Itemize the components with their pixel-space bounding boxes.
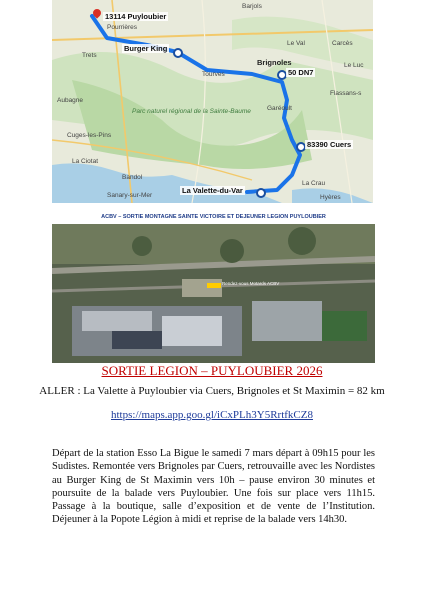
map-label-la-ciotat: La Ciotat: [72, 158, 99, 165]
aerial-photo: [52, 211, 375, 363]
aerial-banner: ACBV – SORTIE MONTAGNE SAINTE VICTOIRE ET DEJEUNER LEGION PUYLOUBIER: [52, 211, 375, 225]
map-label-brignoles: Brignoles: [257, 58, 292, 67]
map-label-cuges: Cuges-les-Pins: [67, 132, 112, 139]
map-label-sanary: Sanary-sur-Mer: [107, 192, 153, 199]
map-background: [52, 0, 373, 203]
start-dot-icon: [256, 188, 266, 198]
itinerary-paragraph: Départ de la station Esso La Bigue le samedi 7 mars départ à 09h15 pour les Sudistes. Remontée vers Brignoles par Cuers, retrouvaille avec les Nordistes au Burger King de St Maximin vers 10h – pause environ 30 minutes et poursuite de la balade vers Puyloubier. Une fois sur place vers 11h15. Passage à la boutique, salle d’exposition et de vente de l’Institution. Déjeuner à la Popote Légion à midi et reprise de la balade vers 14h30.: [52, 448, 375, 526]
waypoint-cuers[interactable]: 83390 Cuers: [307, 140, 352, 149]
map-label-park: Parc naturel régional de la Sainte-Baume: [132, 108, 251, 115]
map-label-carces: Carcès: [332, 40, 353, 47]
map-label-aubagne: Aubagne: [57, 97, 84, 104]
map-label-flassans: Flassans-s: [330, 90, 362, 97]
route-map[interactable]: [52, 0, 373, 203]
waypoint-dn7[interactable]: 50 DN7: [288, 68, 314, 77]
map-label-hyeres: Hyères: [320, 194, 341, 201]
map-label-bandol: Bandol: [122, 174, 143, 181]
meeting-point-label: Rendez-vous Motards ACBV: [222, 281, 280, 286]
waypoint-burger-king[interactable]: Burger King: [124, 44, 168, 53]
waypoint-puyloubier[interactable]: 13114 Puyloubier: [105, 12, 167, 21]
aerial-image: [52, 211, 375, 363]
map-label-barjols: Barjols: [242, 3, 262, 10]
waypoint-dot-icon: [173, 48, 183, 58]
map-label-tourves: Tourves: [202, 71, 225, 78]
page-title: SORTIE LEGION – PUYLOUBIER 2026: [101, 363, 323, 378]
maps-link[interactable]: https://maps.app.goo.gl/iCxPLh3Y5RrtfkCZ8: [111, 409, 313, 421]
waypoint-la-valette[interactable]: La Valette-du-Var: [182, 186, 243, 195]
map-label-gareoult: Garéoult: [267, 105, 292, 112]
route-summary: ALLER : La Valette à Puyloubier via Cuers, Brignoles et St Maximin = 82 km: [39, 385, 385, 397]
map-label-trets: Trets: [82, 52, 97, 59]
map-label-le-luc: Le Luc: [344, 62, 364, 69]
map-label-la-crau: La Crau: [302, 180, 326, 187]
map-label-le-val: Le Val: [287, 40, 305, 47]
map-label-pourrieres: Pourrières: [107, 24, 137, 31]
